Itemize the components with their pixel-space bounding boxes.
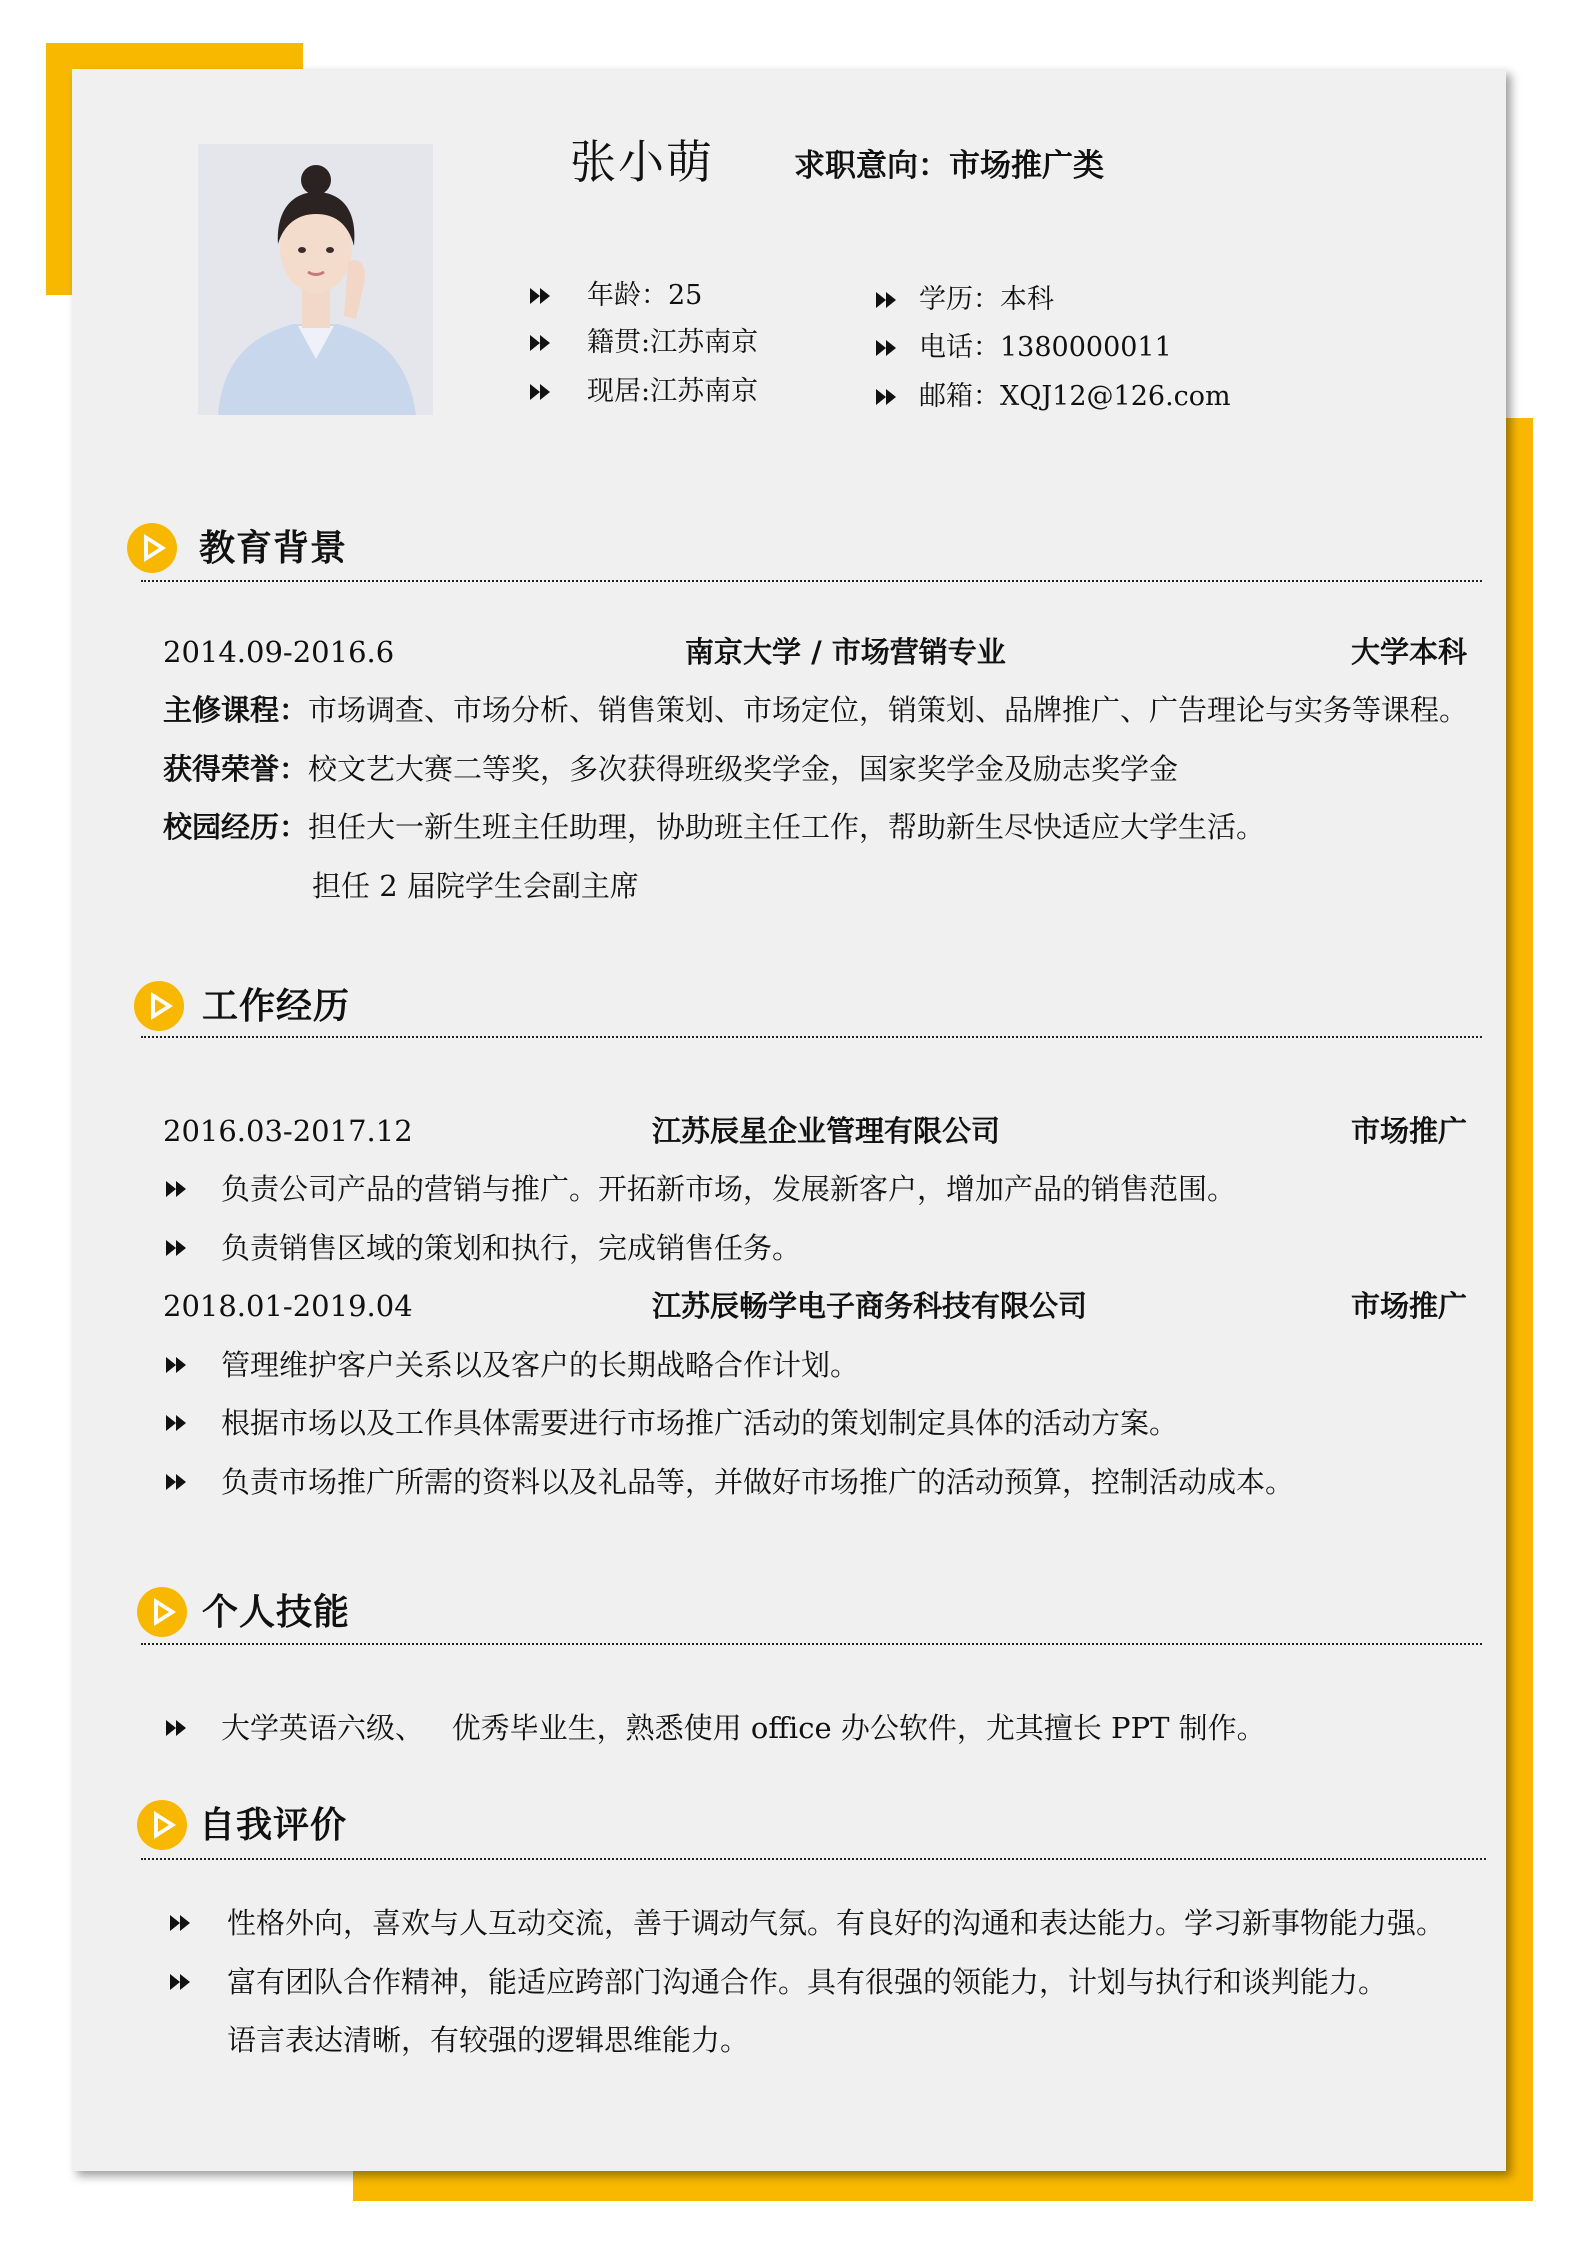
work-duty: 根据市场以及工作具体需要进行市场推广活动的策划制定具体的活动方案。 (221, 1406, 1179, 1440)
section-title-evaluation: 自我评价 (199, 1804, 348, 1846)
evaluation-item: 富有团队合作精神，能适应跨部门沟通合作。具有很强的领能力，计划与执行和谈判能力。 (227, 1965, 1388, 1999)
education-period: 2014.09-2016.6 (163, 635, 395, 669)
evaluation-item-continued: 语言表达清晰，有较强的逻辑思维能力。 (227, 2023, 750, 2057)
play-circle-icon (137, 1587, 187, 1637)
section-divider (141, 1036, 1482, 1038)
detail-text: 校文艺大赛二等奖，多次获得班级奖学金，国家奖学金及励志奖学金 (308, 752, 1179, 786)
double-arrow-icon (170, 1915, 190, 1931)
detail-label: 获得荣誉： (163, 752, 309, 786)
job-intent: 求职意向：市场推广类 (794, 148, 1104, 184)
double-arrow-icon (530, 335, 550, 351)
double-arrow-icon (876, 389, 896, 405)
section-divider (141, 580, 1482, 582)
work-position: 市场推广 (1350, 1289, 1467, 1323)
candidate-name: 张小萌 (570, 135, 714, 189)
work-duty: 负责销售区域的策划和执行，完成销售任务。 (221, 1231, 802, 1265)
section-divider (141, 1858, 1486, 1860)
info-hometown: 籍贯:江苏南京 (587, 327, 759, 358)
play-circle-icon (137, 1800, 187, 1850)
evaluation-item: 性格外向，喜欢与人互动交流，善于调动气氛。有良好的沟通和表达能力。学习新事物能力强。 (227, 1906, 1446, 1940)
double-arrow-icon (530, 384, 550, 400)
section-title-skills: 个人技能 (202, 1591, 351, 1633)
info-phone: 电话：1380000011 (919, 332, 1172, 363)
work-period: 2016.03-2017.12 (163, 1114, 413, 1148)
work-company: 江苏辰畅学电子商务科技有限公司 (652, 1289, 1088, 1323)
education-detail-extra: 担任 2 届院学生会副主席 (312, 869, 639, 903)
profile-photo (198, 144, 433, 415)
double-arrow-icon (876, 340, 896, 356)
detail-label: 校园经历： (163, 810, 309, 844)
work-duty: 负责公司产品的营销与推广。开拓新市场，发展新客户，增加产品的销售范围。 (221, 1172, 1237, 1206)
detail-text: 担任大一新生班主任助理，协助班主任工作，帮助新生尽快适应大学生活。 (308, 810, 1266, 844)
play-circle-icon (134, 981, 184, 1031)
section-title-education: 教育背景 (199, 527, 348, 569)
work-duty: 管理维护客户关系以及客户的长期战略合作计划。 (221, 1348, 860, 1382)
info-degree: 学历：本科 (919, 284, 1054, 315)
detail-text: 市场调查、市场分析、销售策划、市场定位，销策划、品牌推广、广告理论与实务等课程。 (308, 693, 1469, 727)
double-arrow-icon (166, 1181, 186, 1197)
info-age: 年龄：25 (587, 280, 703, 311)
education-detail-campus (163, 807, 1265, 847)
double-arrow-icon (530, 288, 550, 304)
detail-label: 主修课程： (163, 693, 309, 727)
double-arrow-icon (166, 1415, 186, 1431)
double-arrow-icon (170, 1974, 190, 1990)
education-degree: 大学本科 (1350, 635, 1467, 669)
info-email: 邮箱：XQJ12@126.com (919, 381, 1231, 412)
double-arrow-icon (166, 1474, 186, 1490)
work-position: 市场推广 (1350, 1114, 1467, 1148)
play-circle-icon (127, 523, 177, 573)
double-arrow-icon (166, 1720, 186, 1736)
section-divider (141, 1643, 1482, 1645)
education-detail-courses (163, 690, 1468, 730)
skill-item: 大学英语六级、 优秀毕业生，熟悉使用 office 办公软件，尤其擅长 PPT 制作。 (221, 1711, 1266, 1745)
education-detail-honors (163, 749, 1178, 789)
education-school: 南京大学 / 市场营销专业 (685, 635, 1006, 669)
section-title-work: 工作经历 (202, 985, 351, 1027)
work-company: 江苏辰星企业管理有限公司 (652, 1114, 1001, 1148)
double-arrow-icon (166, 1240, 186, 1256)
double-arrow-icon (876, 292, 896, 308)
info-residence: 现居:江苏南京 (587, 376, 759, 407)
double-arrow-icon (166, 1357, 186, 1373)
work-duty: 负责市场推广所需的资料以及礼品等，并做好市场推广的活动预算，控制活动成本。 (221, 1465, 1295, 1499)
work-period: 2018.01-2019.04 (163, 1289, 413, 1323)
